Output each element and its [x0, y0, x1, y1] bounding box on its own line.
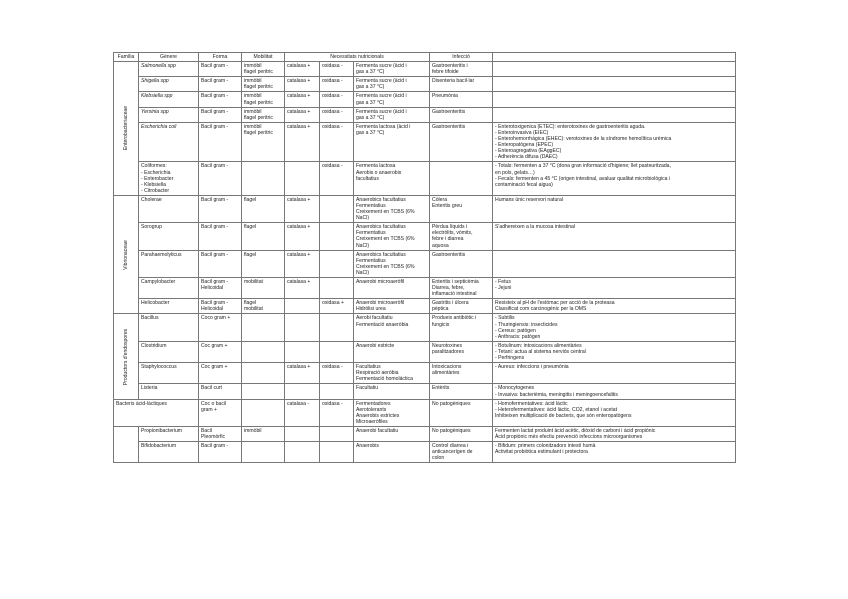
- shape-cell: Bacil gram -: [199, 92, 242, 107]
- shape-cell: Bacil gram -: [199, 223, 242, 250]
- catalase-cell: [285, 341, 320, 362]
- notes-cell: Humans únic reservori natural: [493, 195, 736, 222]
- infection-cell: Intoxicacions alimentàries: [430, 363, 493, 384]
- notes-cell: [493, 62, 736, 77]
- motility-cell: immòbil flagel peritric: [242, 122, 285, 162]
- notes-cell: - Botulinum: intoxicacions alimentàries - Tetani: actua al sistema nerviós central - Perfringens: [493, 341, 736, 362]
- catalase-cell: catalasa +: [285, 278, 320, 299]
- infection-cell: Control diarrea i anticancerígen de colon: [430, 442, 493, 463]
- family-cell: Bacteris àcid-làctiques: [114, 399, 199, 426]
- catalase-cell: catalasa +: [285, 107, 320, 122]
- motility-cell: [242, 162, 285, 195]
- nutrition-cell: Anaerobics facultatius Fermentatius Creixement en TCBS (6% NaCl): [354, 223, 430, 250]
- header-infeccio: Infecció: [430, 53, 493, 62]
- notes-cell: Fermenten lactat produint àcid acètic, diòxid de carboni i àcid propiònic Àcid propiònic més efectiu prevenció infeccions microorganismes: [493, 426, 736, 441]
- table-row: [114, 122, 736, 162]
- motility-cell: [242, 314, 285, 341]
- nutrition-cell: Fermentadores Aerotolerants Anaerobis estrictes Microaeròfiles: [354, 399, 430, 426]
- motility-cell: mobilitat: [242, 278, 285, 299]
- motility-cell: immòbil flagel peritric: [242, 62, 285, 77]
- shape-cell: Bacil gram -: [199, 162, 242, 195]
- oxidase-cell: [320, 250, 354, 277]
- nutrition-cell: Anaerobis: [354, 442, 430, 463]
- oxidase-cell: oxidasa -: [320, 92, 354, 107]
- genus-cell: Bacillus: [139, 314, 199, 341]
- genus-cell: Staphylococcus: [139, 363, 199, 384]
- motility-cell: [242, 363, 285, 384]
- nutrition-cell: Aerobi facultatiu Fermentació anaeròbia: [354, 314, 430, 341]
- infection-cell: Neurotoxines paralitzadores: [430, 341, 493, 362]
- genus-cell: Clostridium: [139, 341, 199, 362]
- nutrition-cell: Anaerobi facultatiu: [354, 426, 430, 441]
- nutrition-cell: Fermenta lactosa Aerobis o anaerobis facultatius: [354, 162, 430, 195]
- genus-cell: Listeria: [139, 384, 199, 399]
- header-forma: Forma: [199, 53, 242, 62]
- table-row: [114, 162, 736, 195]
- shape-cell: Bacil Pleomòrfic: [199, 426, 242, 441]
- table-row: [114, 77, 736, 92]
- catalase-cell: [285, 384, 320, 399]
- nutrition-cell: Fermenta sucre (àcid i gas a 37 °C): [354, 62, 430, 77]
- genus-cell: Bifidobacterium: [139, 442, 199, 463]
- catalase-cell: catalasa +: [285, 223, 320, 250]
- table-row: [114, 442, 736, 463]
- nutrition-cell: Fermenta lactosa (àcid i gas a 37 °C): [354, 122, 430, 162]
- genus-cell: Yersinia spp: [139, 107, 199, 122]
- motility-cell: immòbil flagel peritric: [242, 77, 285, 92]
- infection-cell: Disenteria bacil·lar: [430, 77, 493, 92]
- shape-cell: Bacil gram -: [199, 122, 242, 162]
- notes-cell: - Totals: fermenten a 37 °C (dona gran informació d'higiene; llet pasteuritzada, en pols, gelats…) - Fecals: fermenten a 45 °C (origen intestinal, avaluar qualitat microbiològica i contaminació fecal aigua): [493, 162, 736, 195]
- oxidase-cell: oxidasa -: [320, 363, 354, 384]
- infection-cell: Produeix antibiòtic i fungicis: [430, 314, 493, 341]
- infection-cell: Enteritis i septicèmia Diarrea, febre, inflamació intestinal: [430, 278, 493, 299]
- nutrition-cell: Anaerobics facultatius Fermentatius Creixement en TCBS (6% NaCl): [354, 195, 430, 222]
- table-row: [114, 223, 736, 250]
- shape-cell: Bacil gram -: [199, 107, 242, 122]
- catalase-cell: [285, 314, 320, 341]
- catalase-cell: catalasa +: [285, 363, 320, 384]
- header-notes: [493, 53, 736, 62]
- catalase-cell: [285, 162, 320, 195]
- shape-cell: Bacil gram -: [199, 442, 242, 463]
- notes-cell: - Enterotoxigenica (ETEC): enterotoxines de gastroenteritis aguda. - Enteroinvasiva (EIEC) - Enterohemorrhàgica (EHEC): verotoxines de la síndrome hemolítica urèmica - Enteropatògena (EPEC) - Enteroagregativa (EAggEC) - Adherència difusa (DAEC): [493, 122, 736, 162]
- oxidase-cell: oxidasa -: [320, 162, 354, 195]
- catalase-cell: catalasa -: [285, 399, 320, 426]
- infection-cell: Pneumònia: [430, 92, 493, 107]
- genus-cell: Parahaemolyticus: [139, 250, 199, 277]
- oxidase-cell: [320, 223, 354, 250]
- shape-cell: Bacil curt: [199, 384, 242, 399]
- shape-cell: Coc gram +: [199, 363, 242, 384]
- genus-cell: Cholerae: [139, 195, 199, 222]
- notes-cell: [493, 92, 736, 107]
- table-row: [114, 92, 736, 107]
- shape-cell: Bacil gram -: [199, 195, 242, 222]
- infection-cell: No patogèniques: [430, 399, 493, 426]
- oxidase-cell: oxidasa -: [320, 62, 354, 77]
- table-row: [114, 250, 736, 277]
- table-row: [114, 107, 736, 122]
- notes-cell: [493, 250, 736, 277]
- notes-cell: - Bifidum: primers colonitzadors intestí humà Activitat probiòtica estimulant i protectora: [493, 442, 736, 463]
- catalase-cell: [285, 442, 320, 463]
- catalase-cell: catalasa +: [285, 92, 320, 107]
- notes-cell: [493, 77, 736, 92]
- header-necessitats: Necessitats nutricionals: [285, 53, 430, 62]
- infection-cell: Gastroenteritis: [430, 122, 493, 162]
- infection-cell: Entèrits: [430, 384, 493, 399]
- catalase-cell: [285, 426, 320, 441]
- motility-cell: [242, 399, 285, 426]
- genus-cell: Sorogrup: [139, 223, 199, 250]
- table-row: [114, 341, 736, 362]
- motility-cell: flagel: [242, 223, 285, 250]
- shape-cell: Bacil gram -: [199, 77, 242, 92]
- bacteria-table: [113, 52, 736, 463]
- table-row: [114, 62, 736, 77]
- motility-cell: flagel: [242, 250, 285, 277]
- table-row: [114, 299, 736, 314]
- notes-cell: - Fetus - Jejuni: [493, 278, 736, 299]
- nutrition-cell: Fermenta sucre (àcid i gas a 37 °C): [354, 77, 430, 92]
- genus-cell: Coliformes: - Escherichia - Enterobacter - Klebsiella - Citrobacter: [139, 162, 199, 195]
- header-row: [114, 53, 736, 62]
- family-cell: Vibrionaceae: [114, 195, 139, 314]
- genus-cell: Klebsiella spp: [139, 92, 199, 107]
- oxidase-cell: [320, 442, 354, 463]
- motility-cell: flagel mobilitat: [242, 299, 285, 314]
- motility-cell: flagel: [242, 195, 285, 222]
- motility-cell: [242, 341, 285, 362]
- oxidase-cell: oxidasa -: [320, 107, 354, 122]
- header-familia: Família: [114, 53, 139, 62]
- genus-cell: Propionibacterium: [139, 426, 199, 441]
- oxidase-cell: oxidasa -: [320, 77, 354, 92]
- catalase-cell: [285, 299, 320, 314]
- nutrition-cell: Anaerobi estricte: [354, 341, 430, 362]
- genus-cell: Shigella spp: [139, 77, 199, 92]
- table-row: [114, 426, 736, 441]
- catalase-cell: catalasa +: [285, 77, 320, 92]
- genus-cell: Campylobacter: [139, 278, 199, 299]
- genus-cell: Salmonella spp: [139, 62, 199, 77]
- shape-cell: Coc gram +: [199, 341, 242, 362]
- header-mobilitat: Mobilitat: [242, 53, 285, 62]
- infection-cell: Còlera Enteritis greu: [430, 195, 493, 222]
- infection-cell: Gastroenteritis i febre tifoide: [430, 62, 493, 77]
- nutrition-cell: Anaerobics facultatius Fermentatius Creixement en TCBS (6% NaCl): [354, 250, 430, 277]
- catalase-cell: catalasa +: [285, 195, 320, 222]
- motility-cell: [242, 442, 285, 463]
- oxidase-cell: [320, 278, 354, 299]
- table-row: [114, 195, 736, 222]
- nutrition-cell: Facultatiu: [354, 384, 430, 399]
- notes-cell: [493, 107, 736, 122]
- notes-cell: - Monocytogenes - Invasiva: bacterièmia, meningitis i meningoencefalitis: [493, 384, 736, 399]
- notes-cell: - Subtilis - Thuringiensis: insecticides - Cereus: patògen - Anthracis: patògen: [493, 314, 736, 341]
- oxidase-cell: oxidasa -: [320, 122, 354, 162]
- notes-cell: - Aureus: infeccions i pneumònia: [493, 363, 736, 384]
- table-row: [114, 363, 736, 384]
- infection-cell: No patogèniques: [430, 426, 493, 441]
- shape-cell: Coc o bacil gram +: [199, 399, 242, 426]
- motility-cell: [242, 384, 285, 399]
- infection-cell: [430, 162, 493, 195]
- oxidase-cell: [320, 341, 354, 362]
- family-cell: Enterobacteriaceae: [114, 62, 139, 196]
- genus-cell: Escherichia coli: [139, 122, 199, 162]
- nutrition-cell: Anaerobi microaeròfil Hidròlisi urea: [354, 299, 430, 314]
- shape-cell: Bacil gram - Helicoidal: [199, 278, 242, 299]
- motility-cell: immòbil flagel peritric: [242, 107, 285, 122]
- oxidase-cell: [320, 384, 354, 399]
- nutrition-cell: Fermenta sucre (àcid i gas a 37 °C): [354, 92, 430, 107]
- table-row: [114, 314, 736, 341]
- oxidase-cell: [320, 195, 354, 222]
- shape-cell: Coco gram +: [199, 314, 242, 341]
- catalase-cell: catalasa +: [285, 122, 320, 162]
- table-row: [114, 384, 736, 399]
- notes-cell: - Homofermentatives: àcid làctic - Heterofermentatives: àcid làctic, CO2, etanol i acetat Inhibeixen multiplicació de bacteris, que són enteropatògens: [493, 399, 736, 426]
- nutrition-cell: Anaerobi microaeròfil: [354, 278, 430, 299]
- oxidase-cell: oxidasa +: [320, 299, 354, 314]
- infection-cell: Gastritis i úlcera pèptica: [430, 299, 493, 314]
- oxidase-cell: [320, 426, 354, 441]
- family-cell: Productors d'endospores: [114, 314, 139, 399]
- oxidase-cell: oxidasa -: [320, 399, 354, 426]
- catalase-cell: catalasa +: [285, 250, 320, 277]
- motility-cell: immòbil flagel peritric: [242, 92, 285, 107]
- header-genere: Gènere: [139, 53, 199, 62]
- shape-cell: Bacil gram -: [199, 250, 242, 277]
- infection-cell: Gastroenteritis: [430, 250, 493, 277]
- genus-cell: Helicobacter: [139, 299, 199, 314]
- table-row: [114, 278, 736, 299]
- nutrition-cell: Fermenta sucre (àcid i gas a 37 °C): [354, 107, 430, 122]
- infection-cell: Gastroenteritis: [430, 107, 493, 122]
- nutrition-cell: Facultatius Respiració aeròbia Fermentació homoláctica: [354, 363, 430, 384]
- motility-cell: immòbil: [242, 426, 285, 441]
- oxidase-cell: [320, 314, 354, 341]
- family-cell-empty: [114, 426, 139, 462]
- shape-cell: Bacil gram - Helicoidal: [199, 299, 242, 314]
- notes-cell: Resisteix al pH de l'estómac per acció de la proteasa Classificat com carcinogènic per la OMS: [493, 299, 736, 314]
- shape-cell: Bacil gram -: [199, 62, 242, 77]
- table-row: [114, 399, 736, 426]
- notes-cell: S'adhereixen a la mucosa intestinal: [493, 223, 736, 250]
- catalase-cell: catalasa +: [285, 62, 320, 77]
- infection-cell: Pèrdua líquids i electròlits, vòmits, febre i diarrea aquosa: [430, 223, 493, 250]
